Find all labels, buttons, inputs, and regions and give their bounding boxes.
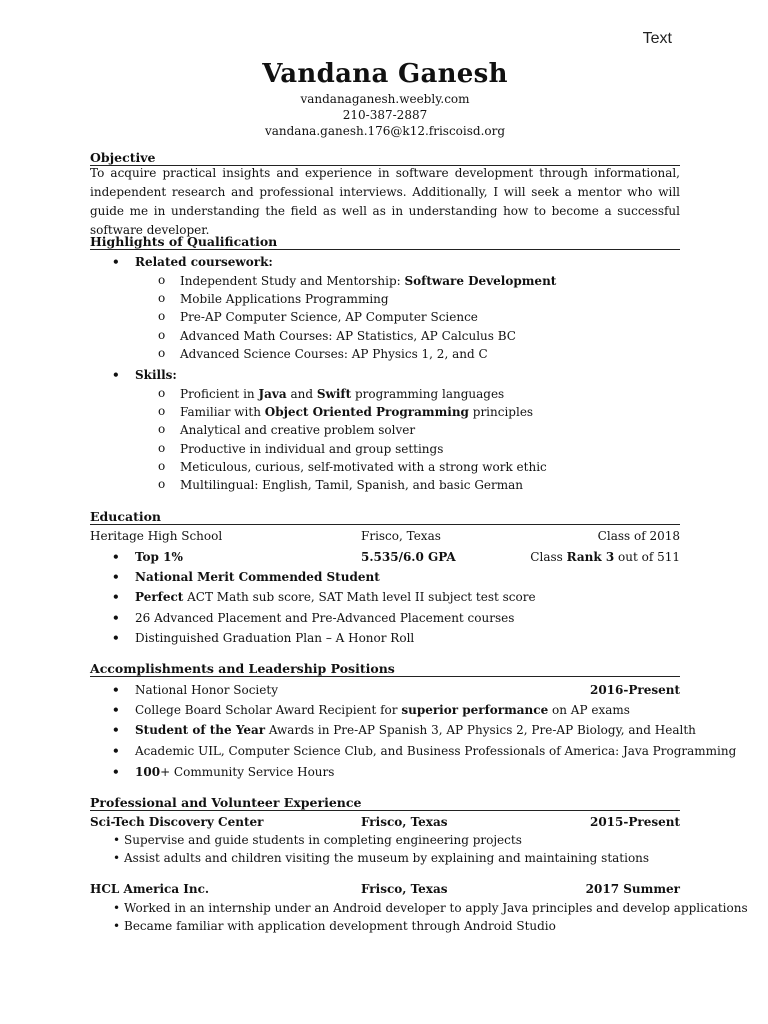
job-bullet-text: Supervise and guide students in completing engineering projects xyxy=(124,833,522,847)
bullet-icon: • xyxy=(112,570,120,584)
job-date: 2017 Summer xyxy=(585,882,680,896)
circle-bullet-icon: o xyxy=(158,404,166,418)
soty-bold: Student of the Year xyxy=(135,723,266,737)
skill-text: programming languages xyxy=(351,387,505,401)
skill-bold: Java xyxy=(258,387,287,401)
hours-text: + Community Service Hours xyxy=(160,765,335,779)
job-bullet-text: Worked in an internship under an Android developer to apply Java principles and develop applications xyxy=(124,901,748,915)
objective-heading: Objective xyxy=(90,150,680,166)
circle-bullet-icon: o xyxy=(158,459,166,473)
phone-number: 210-387-2887 xyxy=(342,108,428,122)
coursework-text: Advanced Math Courses: AP Statistics, AP Calculus BC xyxy=(180,329,516,343)
class-rank xyxy=(530,549,680,565)
circle-bullet-icon: o xyxy=(158,346,166,360)
bullet-icon: • xyxy=(112,765,120,779)
job-location: Frisco, Texas xyxy=(361,815,448,829)
soty-text: Awards in Pre-AP Spanish 3, AP Physics 2, Pre-AP Biology, and Health xyxy=(265,723,696,737)
perfect-text: ACT Math sub score, SAT Math level II subject test score xyxy=(183,590,536,604)
coursework-text: Pre-AP Computer Science, AP Computer Science xyxy=(180,310,478,324)
skill-text: Meticulous, curious, self-motivated with a strong work ethic xyxy=(180,460,547,474)
ap-text: 26 Advanced Placement and Pre-Advanced Placement courses xyxy=(135,611,515,625)
experience-heading: Professional and Volunteer Experience xyxy=(90,795,680,811)
skill-bold: Object Oriented Programming xyxy=(264,405,469,419)
perfect-bold: Perfect xyxy=(135,590,184,604)
resume-name: Vandana Ganesh xyxy=(262,59,508,89)
job-bullet-text: Became familiar with application development through Android Studio xyxy=(124,919,556,933)
hours-bold: 100 xyxy=(135,765,161,779)
bullet-icon: • xyxy=(113,901,121,915)
uil-text: Academic UIL, Computer Science Club, and Business Professionals of America: Java Programming xyxy=(135,744,737,758)
school-name: Heritage High School xyxy=(90,529,223,543)
cb-bold: superior performance xyxy=(401,703,549,717)
top-percent: Top 1% xyxy=(135,550,183,564)
skill-text: and xyxy=(286,387,317,401)
bullet-icon: • xyxy=(113,851,121,865)
email-link[interactable]: vandana.ganesh.176@k12.friscoisd.org xyxy=(264,124,506,138)
job-org: HCL America Inc. xyxy=(90,882,210,896)
objective-text: To acquire practical insights and experience in software development through informational, independent research and professional interviews. Additionally, I will seek a mentor who will guide me in understanding the field as well as in understanding how to become a successful software developer. xyxy=(90,166,680,237)
skill-text: Productive in individual and group settings xyxy=(180,442,444,456)
job-org: Sci-Tech Discovery Center xyxy=(90,815,264,829)
bullet-icon: • xyxy=(112,368,120,382)
job-bullet-text: Assist adults and children visiting the museum by explaining and maintaining stations xyxy=(124,851,650,865)
gpa: 5.535/6.0 GPA xyxy=(361,550,456,564)
bullet-icon: • xyxy=(112,631,120,645)
skill-bold: Swift xyxy=(316,387,352,401)
job-location: Frisco, Texas xyxy=(361,882,448,896)
bullet-icon: • xyxy=(112,590,120,604)
skill-text: Proficient in xyxy=(180,387,259,401)
coursework-text: Mobile Applications Programming xyxy=(180,292,389,306)
bullet-icon: • xyxy=(112,683,120,697)
rank-text: Class xyxy=(530,550,567,564)
job-date: 2015-Present xyxy=(589,815,680,829)
skill-text: Analytical and creative problem solver xyxy=(180,423,416,437)
bullet-icon: • xyxy=(112,611,120,625)
skill-text: Familiar with xyxy=(180,405,265,419)
circle-bullet-icon: o xyxy=(158,328,166,342)
coursework-text: Independent Study and Mentorship: xyxy=(180,274,405,288)
bullet-icon: • xyxy=(113,919,121,933)
bullet-icon: • xyxy=(112,744,120,758)
bullet-icon: • xyxy=(112,723,120,737)
grad-text: Distinguished Graduation Plan – A Honor Roll xyxy=(135,631,415,645)
website-link[interactable]: vandanaganesh.weebly.com xyxy=(300,92,470,106)
merit-text: National Merit Commended Student xyxy=(135,570,380,584)
bullet-icon: • xyxy=(113,833,121,847)
class-year: Class of 2018 xyxy=(597,529,680,543)
coursework-label: Related coursework: xyxy=(135,255,273,269)
bullet-icon: • xyxy=(112,255,120,269)
nhs-text: National Honor Society xyxy=(135,683,278,697)
accomplishments-heading: Accomplishments and Leadership Positions xyxy=(90,661,680,677)
coursework-text: Advanced Science Courses: AP Physics 1, 2, and C xyxy=(180,347,488,361)
circle-bullet-icon: o xyxy=(158,477,166,491)
rank-bold: Rank 3 xyxy=(566,550,615,564)
corner-text-label: Text xyxy=(642,30,672,47)
circle-bullet-icon: o xyxy=(158,386,166,400)
skill-text: principles xyxy=(468,405,534,419)
circle-bullet-icon: o xyxy=(158,309,166,323)
cb-text: on AP exams xyxy=(548,703,630,717)
circle-bullet-icon: o xyxy=(158,422,166,436)
bullet-icon: • xyxy=(112,550,120,564)
skills-label: Skills: xyxy=(135,368,177,382)
rank-text: out of 511 xyxy=(614,550,680,564)
cb-text: College Board Scholar Award Recipient for xyxy=(135,703,402,717)
education-heading: Education xyxy=(90,509,680,525)
coursework-bold: Software Development xyxy=(404,274,557,288)
nhs-date: 2016-Present xyxy=(589,683,680,697)
circle-bullet-icon: o xyxy=(158,291,166,305)
bullet-icon: • xyxy=(112,703,120,717)
highlights-heading: Highlights of Qualification xyxy=(90,234,680,250)
circle-bullet-icon: o xyxy=(158,441,166,455)
skill-text: Multilingual: English, Tamil, Spanish, and basic German xyxy=(180,478,524,492)
circle-bullet-icon: o xyxy=(158,273,166,287)
school-location: Frisco, Texas xyxy=(361,529,441,543)
